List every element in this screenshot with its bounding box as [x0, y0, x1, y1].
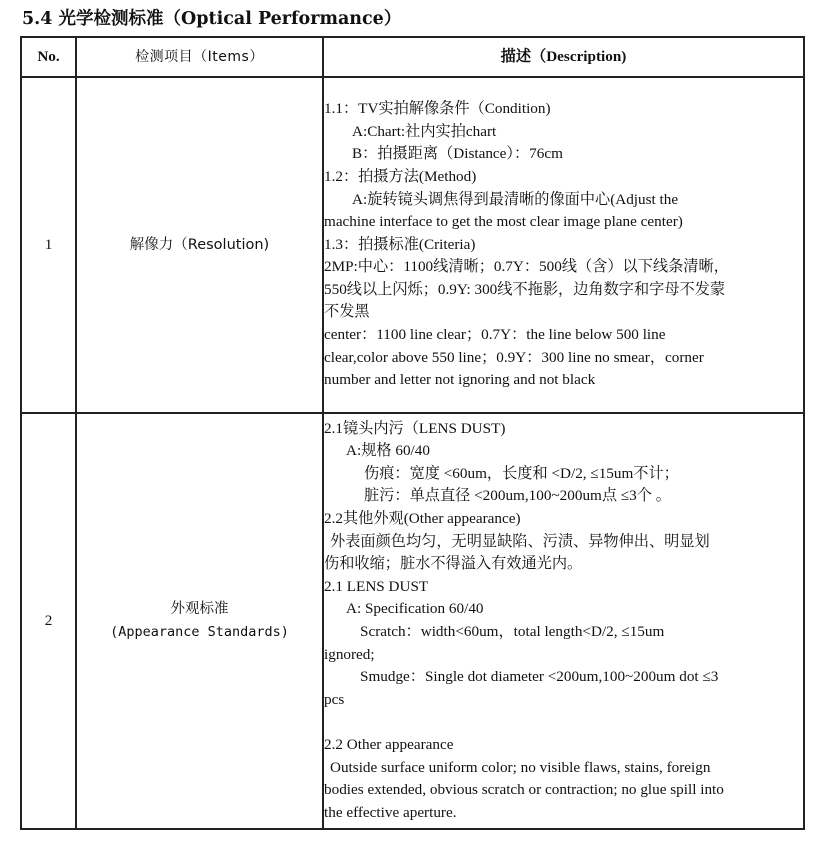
desc-line: machine interface to get the most clear image plane center)	[324, 213, 683, 231]
section-title: 5.4 光学检测标准（Optical Performance）	[22, 9, 402, 29]
optical-performance-table	[20, 36, 805, 830]
table-row	[21, 77, 804, 413]
desc-line: ignored;	[324, 645, 375, 663]
desc-line: 不发黑	[324, 303, 370, 321]
desc-line: Outside surface uniform color; no visible flaws, stains, foreign	[330, 758, 711, 776]
header-description: 描述（Description)	[323, 37, 804, 77]
desc-line: 1.1：TV实拍解像条件（Condition)	[324, 100, 551, 118]
desc-line: 2.2 Other appearance	[324, 735, 454, 753]
desc-line: 2.1 LENS DUST	[324, 577, 429, 595]
desc-line: center：1100 line clear；0.7Y：the line below 500 line	[324, 326, 666, 344]
desc-line: clear,color above 550 line；0.9Y：300 line no smear，corner	[324, 348, 704, 366]
desc-line: 2MP:中心：1100线清晰；0.7Y：500线（含）以下线条清晰，	[324, 258, 729, 276]
desc-line: Smudge：Single dot diameter <200um,100~200um dot ≤3	[360, 668, 719, 686]
header-items: 检测项目（Items）	[76, 37, 323, 77]
desc-line: 1.2：拍摄方法(Method)	[324, 167, 477, 185]
desc-line: bodies extended, obvious scratch or contraction; no glue spill into	[324, 781, 724, 799]
desc-line: 脏污：单点直径 <200um,100~200um点 ≤3个 。	[364, 487, 671, 505]
item-label: 外观标准	[170, 601, 229, 618]
desc-line: 伤痕：宽度 <60um，长度和 <D/2, ≤15um不计；	[364, 464, 679, 482]
item-label: 解像力（Resolution)	[129, 236, 270, 253]
desc-line: A:旋转镜头调焦得到最清晰的像面中心(Adjust the	[352, 190, 679, 208]
desc-line: the effective aperture.	[324, 803, 457, 821]
header-no: No.	[21, 37, 76, 77]
item-name	[76, 413, 323, 829]
description-cell	[323, 413, 804, 829]
desc-line: 外表面颜色均匀，无明显缺陷、污渍、异物伸出、明显划	[330, 532, 710, 550]
row-number: 1	[21, 77, 76, 413]
desc-line: A:Chart:社内实拍chart	[352, 122, 497, 140]
desc-line: A:规格 60/40	[346, 442, 430, 460]
desc-line: B：拍摄距离（Distance）：76cm	[352, 145, 563, 163]
desc-line: pcs	[324, 690, 345, 708]
row-number: 2	[21, 413, 76, 829]
desc-line: number and letter not ignoring and not black	[324, 371, 596, 389]
desc-line: 2.1镜头内污（LENS DUST)	[324, 419, 506, 437]
desc-line: 1.3：拍摄标准(Criteria)	[324, 235, 476, 253]
desc-line: Scratch：width<60um，total length<D/2, ≤15um	[360, 623, 665, 640]
desc-line	[324, 711, 803, 734]
item-name	[76, 77, 323, 413]
desc-line: 550线以上闪烁；0.9Y: 300线不拖影，边角数字和字母不发蒙	[324, 280, 726, 298]
item-sublabel: (Appearance Standards)	[110, 624, 289, 640]
table-row	[21, 413, 804, 829]
desc-line: 2.2其他外观(Other appearance)	[324, 510, 521, 528]
desc-line: 伤和收缩；脏水不得溢入有效通光内。	[324, 555, 583, 573]
description-cell	[323, 77, 804, 413]
desc-line: A: Specification 60/40	[346, 600, 484, 618]
header-row	[21, 37, 804, 77]
